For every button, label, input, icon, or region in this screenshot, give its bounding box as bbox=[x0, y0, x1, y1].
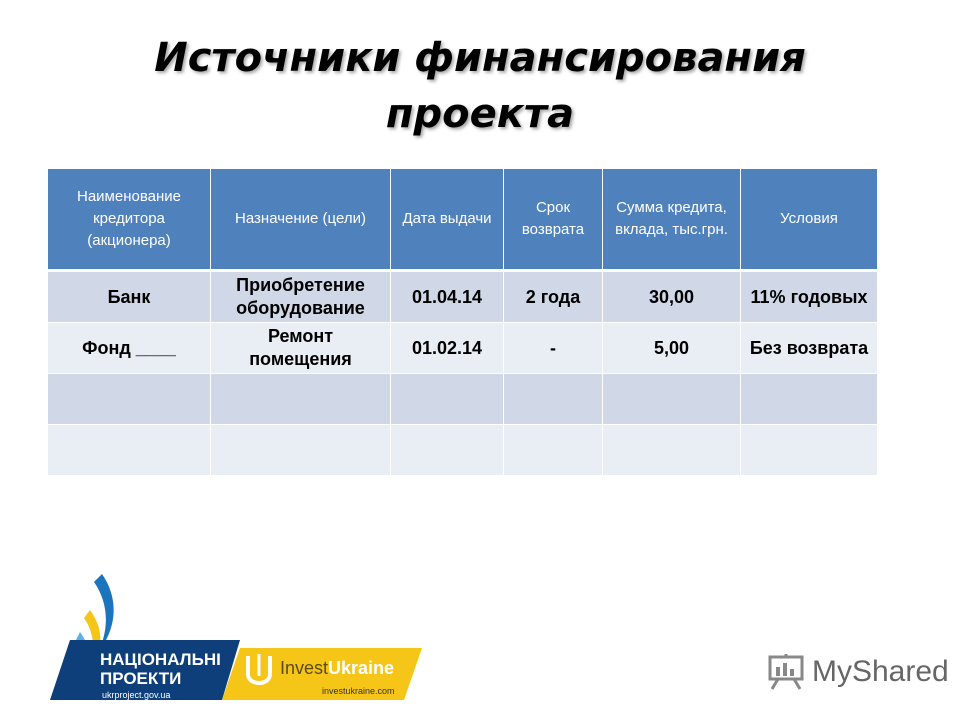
cell-term bbox=[504, 374, 603, 425]
page-title bbox=[0, 30, 960, 142]
invest-ukraine-wordmark: InvestUkraine bbox=[280, 658, 395, 678]
cell-issue-date bbox=[391, 425, 504, 476]
cell-term bbox=[504, 425, 603, 476]
cell-purpose: Приобретение оборудование bbox=[211, 271, 391, 323]
table-row bbox=[48, 374, 878, 425]
cell-term: 2 года bbox=[504, 271, 603, 323]
cell-conditions: 11% годовых bbox=[741, 271, 878, 323]
cell-amount: 30,00 bbox=[603, 271, 741, 323]
presentation-board-icon bbox=[766, 654, 806, 690]
table-row bbox=[48, 323, 878, 374]
header-term: Срок возврата bbox=[504, 169, 603, 271]
cell-creditor: Банк bbox=[48, 271, 211, 323]
cell-conditions: Без возврата bbox=[741, 323, 878, 374]
header-issue-date: Дата выдачи bbox=[391, 169, 504, 271]
title-line-1: Источники финансирования bbox=[154, 35, 806, 81]
cell-issue-date bbox=[391, 374, 504, 425]
financing-table bbox=[47, 168, 878, 476]
title-line-2: проекта bbox=[385, 91, 575, 137]
cell-purpose bbox=[211, 425, 391, 476]
myshared-logo bbox=[766, 654, 949, 690]
cell-issue-date: 01.04.14 bbox=[391, 271, 504, 323]
invest-ukraine-url: investukraine.com bbox=[322, 686, 395, 696]
cell-issue-date: 01.02.14 bbox=[391, 323, 504, 374]
table-header-row bbox=[48, 169, 878, 271]
cell-purpose bbox=[211, 374, 391, 425]
partners-logo bbox=[50, 570, 430, 700]
cell-conditions bbox=[741, 374, 878, 425]
header-purpose: Назначение (цели) bbox=[211, 169, 391, 271]
cell-creditor: Фонд ____ bbox=[48, 323, 211, 374]
cell-conditions bbox=[741, 425, 878, 476]
national-url: ukrproject.gov.ua bbox=[102, 690, 171, 700]
table-row bbox=[48, 271, 878, 323]
cell-purpose: Ремонт помещения bbox=[211, 323, 391, 374]
cell-amount bbox=[603, 374, 741, 425]
national-line2: ПРОЕКТИ bbox=[100, 669, 182, 688]
national-line1: НАЦІОНАЛЬНІ bbox=[100, 650, 221, 669]
header-conditions: Условия bbox=[741, 169, 878, 271]
cell-creditor bbox=[48, 374, 211, 425]
table-row bbox=[48, 425, 878, 476]
myshared-wordmark: MyShared bbox=[812, 655, 949, 688]
cell-creditor bbox=[48, 425, 211, 476]
cell-term: - bbox=[504, 323, 603, 374]
header-amount: Сумма кредита, вклада, тыс.грн. bbox=[603, 169, 741, 271]
cell-amount: 5,00 bbox=[603, 323, 741, 374]
header-creditor: Наименование кредитора (акционера) bbox=[48, 169, 211, 271]
cell-amount bbox=[603, 425, 741, 476]
